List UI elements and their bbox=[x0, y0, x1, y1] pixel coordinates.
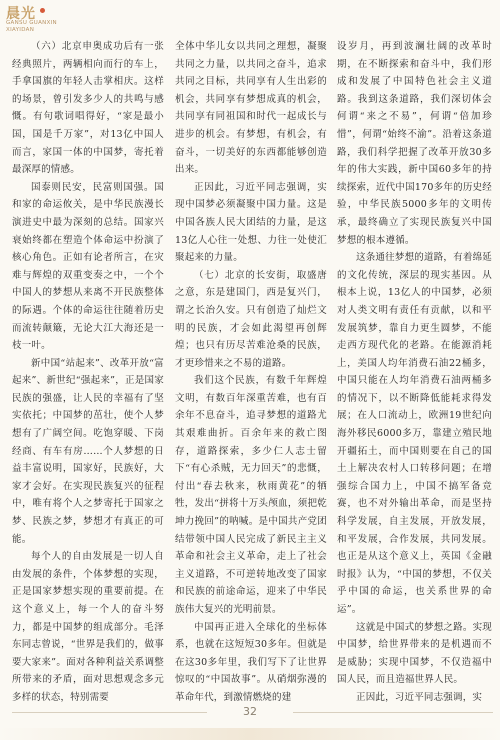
paragraph: （七）北京的长安街，取盛唐之意，东是建国门，西是复兴门，谓之长治久安。只有创造了灿烂文明的民族，才会如此渴望再创辉煌；也只有历尽苦难沧桑的民族，才更珍惜来之不易的道路。 bbox=[175, 269, 327, 369]
text-column-3 bbox=[337, 38, 492, 707]
paragraph: 正因此，习近平同志强调，实现中国梦必须凝聚中国力量。这是中国各族人民大团结的力量，是这13亿人心往一处想、力往一处使汇聚起来的力量。 bbox=[175, 181, 327, 264]
masthead-title: 晨光 bbox=[6, 6, 36, 22]
paragraph: 设岁月，再到波澜壮阔的改革时期，在不断探索和奋斗中，我们形成和发展了中国特色社会主义道路。我到这条道路，我们深切体会何谓“来之不易”，何谓“倍加珍惜”，何谓“始终不渝”。沿着这条道路，我们科学把握了改革开放30多年的伟大实践，新中国60多年的持续探索，近代中国170多年的历史经验，中华民族5000多年的文明传承，最终确立了实现民族复兴中国梦想的根本遵循。 bbox=[337, 41, 492, 246]
masthead-subtitle bbox=[6, 20, 57, 33]
masthead-subtitle-line1: GANSU GUANXIN bbox=[6, 20, 57, 26]
page-number: 32 bbox=[243, 705, 257, 718]
logo-dot-icon bbox=[40, 8, 45, 13]
paragraph: （六）北京申奥成功后有一张经典照片，两辆相向而行的车上，手拿国旗的年轻人击掌相庆。这样的场景，曾引发多少人的共鸣与感慨。有句歌词唱得好，“家是最小国，国是千万家”，对13亿中国人而言，家国一体的中国梦，寄托着最深厚的情感。 bbox=[12, 41, 164, 176]
paragraph: 每个人的自由发展是一切人自由发展的条件，个体梦想的实现，正是国家梦想实现的重要前提。在这个意义上，每一个人的奋斗努力，都是中国梦的组成部分。毛泽东同志曾说，“世界是我们的，做事要大家来”。面对各种利益关系调整所带来的矛盾，面对思想观念多元多样的状态，特别需要 bbox=[12, 551, 164, 703]
paragraph: 正因此，习近平同志强调，实 bbox=[356, 691, 483, 703]
paragraph: 我们这个民族，有数千年辉煌文明，有数百年深重苦难，也有百余年不息奋斗，追寻梦想的道路尤其艰难曲折。百余年来的救亡图存，道路探索，多少仁人志士留下“有心杀贼，无力回天”的悲慨，付出“春去秋来，秋雨黄花”的牺牲，发出“拼将十万头颅血，须把乾坤力挽回”的呐喊。是中国共产党团结带领中国人民完成了新民主主义革命和社会主义革命，走上了社会主义道路，不可逆转地改变了国家和民族的前途命运，迎来了中华民族伟大复兴的光明前景。 bbox=[175, 375, 327, 615]
bottom-ornament bbox=[0, 728, 500, 740]
masthead-subtitle-line2: XIAYIDAN bbox=[6, 26, 35, 33]
paragraph: 新中国“站起来”、改革开放“富起来”、新世纪“强起来”，正是国家民族的强盛，让人民的幸福有了坚实依托；中国梦的茁壮，使个人梦想有了广阔空间。吃饱穿暖、下岗经商、有车有房……个人梦想的日益丰富说明，国家好，民族好，大家才会好。在实现民族复兴的征程中，唯有将个人之梦寄托于国家之梦、民族之梦，梦想才有真正的可能。 bbox=[12, 357, 164, 545]
paragraph: 这就是中国式的梦想之路。实现中国梦，给世界带来的是机遇而不是威胁；实现中国梦，不仅造福中国人民，而且造福世界人民。 bbox=[337, 621, 492, 686]
text-column-2 bbox=[175, 38, 327, 707]
text-column-1 bbox=[12, 38, 164, 707]
paragraph: 这条通往梦想的道路，有着绵延的文化传统，深层的现实基因。从根本上说，13亿人的中国梦，必须对人类文明有责任有贡献，以和平发展筑梦，靠自力更生圆梦，不能走西方现代化的老路。在能源消耗上，美国人均年消费石油22桶多，中国只能在人均年消费石油两桶多的情况下，以不断降低能耗求得发展；在人口流动上，欧洲19世纪向海外移民6000多万，靠建立殖民地开疆拓土，而中国则要在自己的国土上解决农村人口转移问题；在增强综合国力上，中国不搞军备竞赛，也不对外输出革命，而是坚持科学发展，自主发展，开放发展，和平发展，合作发展，共同发展。也正是从这个意义上，英国《金融时报》认为，“中国的梦想，不仅关乎中国的命运，也关系世界的命运”。 bbox=[337, 252, 492, 615]
masthead-logo bbox=[6, 3, 126, 39]
paragraph: 国泰则民安，民富则国强。国和家的命运攸关，是中华民族漫长演进史中最为深刻的总结。国家兴衰始终都在塑造个体命运中扮演了核心角色。正如有论者所言，在灾难与辉煌的双重变奏之中，一个个中国人的梦想从来离不开民族整体的际遇。个体的命运往往随着历史而流转颠簸，无论大江大海还是一枝一叶。 bbox=[12, 181, 164, 352]
footer-divider-right bbox=[293, 712, 493, 713]
paragraph: 全体中华儿女以共同之理想，凝聚共同之力量，以共同之奋斗，追求共同之目标，共同享有人生出彩的机会，共同享有梦想成真的机会，共同享有同祖国和时代一起成长与进步的机会。有梦想，有机会，有奋斗，一切美好的东西都能够创造出来。 bbox=[175, 41, 327, 176]
paragraph: 中国再正进入全球化的坐标体系，也就在这短短30多年。但就是在这30多年里，我们写下了让世界惊叹的“中国故事”。从硝烟弥漫的革命年代，到激情燃烧的建 bbox=[175, 621, 327, 703]
footer-divider-left bbox=[12, 712, 207, 713]
